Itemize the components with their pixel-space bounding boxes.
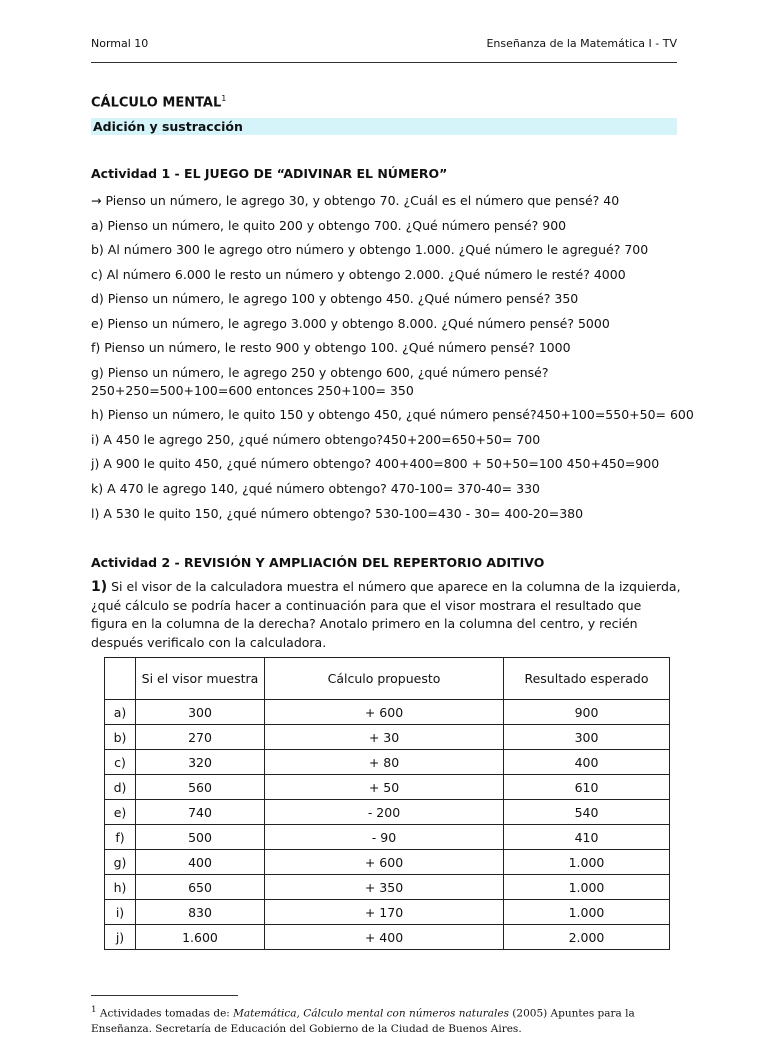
activity1-line: l) A 530 le quito 150, ¿qué número obtengo? 530-100=430 - 30= 400-20=380	[91, 506, 584, 521]
activity1-line: f) Pienso un número, le resto 900 y obtengo 100. ¿Qué número pensé? 1000	[91, 340, 571, 355]
calculation-cell: + 50	[265, 775, 504, 800]
row-label: h)	[105, 875, 136, 900]
table-row	[105, 800, 670, 825]
footnote-marker: 1	[91, 1005, 97, 1015]
row-label: g)	[105, 850, 136, 875]
calculation-cell: + 600	[265, 700, 504, 725]
calculator-table	[104, 657, 670, 950]
visor-cell: 300	[136, 700, 265, 725]
activity1-line: g) Pienso un número, le agrego 250 y obtengo 600, ¿qué número pensé?	[91, 365, 549, 380]
calculation-cell: - 90	[265, 825, 504, 850]
calculation-cell: + 170	[265, 900, 504, 925]
calculation-cell: + 400	[265, 925, 504, 950]
title-footnote-marker: 1	[221, 94, 227, 103]
header-right: Enseñanza de la Matemática I - TV	[486, 37, 677, 50]
row-label: b)	[105, 725, 136, 750]
result-cell: 2.000	[504, 925, 670, 950]
table-header-row	[105, 658, 670, 700]
result-cell: 1.000	[504, 850, 670, 875]
table-row	[105, 875, 670, 900]
calculation-cell: + 30	[265, 725, 504, 750]
activity1-line: i) A 450 le agrego 250, ¿qué número obtengo?450+200=650+50= 700	[91, 432, 541, 447]
result-cell: 410	[504, 825, 670, 850]
visor-cell: 270	[136, 725, 265, 750]
calculation-cell: + 600	[265, 850, 504, 875]
footnote-source-title: Matemática, Cálculo mental con números naturales	[233, 1007, 509, 1020]
page-title	[91, 94, 226, 110]
row-label: c)	[105, 750, 136, 775]
activity1-line: → Pienso un número, le agrego 30, y obtengo 70. ¿Cuál es el número que pensé? 40	[91, 193, 620, 208]
visor-cell: 500	[136, 825, 265, 850]
row-label: a)	[105, 700, 136, 725]
footnote	[91, 1003, 691, 1037]
footnote-suffix: (2005) Apuntes para la Enseñanza. Secretaría de Educación del Gobierno de la Ciudad de Buenos Aires.	[91, 1007, 635, 1035]
table-row	[105, 775, 670, 800]
visor-cell: 830	[136, 900, 265, 925]
activity1-line: e) Pienso un número, le agrego 3.000 y obtengo 8.000. ¿Qué número pensé? 5000	[91, 316, 610, 331]
activity1-line: h) Pienso un número, le quito 150 y obtengo 450, ¿qué número pensé?450+100=550+50= 600	[91, 407, 694, 422]
visor-cell: 400	[136, 850, 265, 875]
activity1-line: 250+250=500+100=600 entonces 250+100= 350	[91, 383, 414, 398]
visor-cell: 650	[136, 875, 265, 900]
header-cell: Cálculo propuesto	[265, 658, 504, 700]
result-cell: 1.000	[504, 900, 670, 925]
activity2-title: Actividad 2 - REVISIÓN Y AMPLIACIÓN DEL REPERTORIO ADITIVO	[91, 555, 545, 570]
row-label: f)	[105, 825, 136, 850]
activity1-line: k) A 470 le agrego 140, ¿qué número obtengo? 470-100= 370-40= 330	[91, 481, 540, 496]
visor-cell: 1.600	[136, 925, 265, 950]
result-cell: 400	[504, 750, 670, 775]
table-row	[105, 850, 670, 875]
result-cell: 540	[504, 800, 670, 825]
activity2-instructions	[91, 578, 681, 652]
result-cell: 610	[504, 775, 670, 800]
activity1-line: a) Pienso un número, le quito 200 y obtengo 700. ¿Qué número pensé? 900	[91, 218, 567, 233]
row-label: d)	[105, 775, 136, 800]
result-cell: 300	[504, 725, 670, 750]
result-cell: 900	[504, 700, 670, 725]
row-label: e)	[105, 800, 136, 825]
table-row	[105, 925, 670, 950]
table-row	[105, 900, 670, 925]
table-row	[105, 825, 670, 850]
table-row	[105, 700, 670, 725]
header-rule	[91, 62, 677, 63]
table-row	[105, 725, 670, 750]
visor-cell: 740	[136, 800, 265, 825]
footnote-rule	[91, 995, 238, 996]
activity1-line: b) Al número 300 le agrego otro número y obtengo 1.000. ¿Qué número le agregué? 700	[91, 242, 649, 257]
result-cell: 1.000	[504, 875, 670, 900]
visor-cell: 560	[136, 775, 265, 800]
activity1-line: j) A 900 le quito 450, ¿qué número obtengo? 400+400=800 + 50+50=100 450+450=900	[91, 456, 660, 471]
section-subtitle: Adición y sustracción	[93, 119, 243, 134]
activity1-line: d) Pienso un número, le agrego 100 y obtengo 450. ¿Qué número pensé? 350	[91, 291, 579, 306]
row-label: j)	[105, 925, 136, 950]
item-number: 1)	[91, 579, 108, 595]
instructions-text: Si el visor de la calculadora muestra el número que aparece en la columna de la izquierda, ¿qué cálculo se podría hacer a continuación para que el visor mostrara el resultado que figura en la columna de la derecha? Anotalo primero en la columna del centro, y recién después verificalo con la calculadora.	[91, 579, 681, 650]
calculation-cell: + 350	[265, 875, 504, 900]
visor-cell: 320	[136, 750, 265, 775]
calculation-cell: + 80	[265, 750, 504, 775]
header-cell: Si el visor muestra	[136, 658, 265, 700]
header-left: Normal 10	[91, 37, 149, 50]
header-cell	[105, 658, 136, 700]
calculation-cell: - 200	[265, 800, 504, 825]
row-label: i)	[105, 900, 136, 925]
footnote-prefix: Actividades tomadas de:	[99, 1007, 234, 1020]
activity1-title: Actividad 1 - EL JUEGO DE “ADIVINAR EL NÚMERO”	[91, 166, 448, 181]
title-text: CÁLCULO MENTAL	[91, 95, 222, 111]
table-row	[105, 750, 670, 775]
activity1-line: c) Al número 6.000 le resto un número y obtengo 2.000. ¿Qué número le resté? 4000	[91, 267, 626, 282]
header-cell: Resultado esperado	[504, 658, 670, 700]
